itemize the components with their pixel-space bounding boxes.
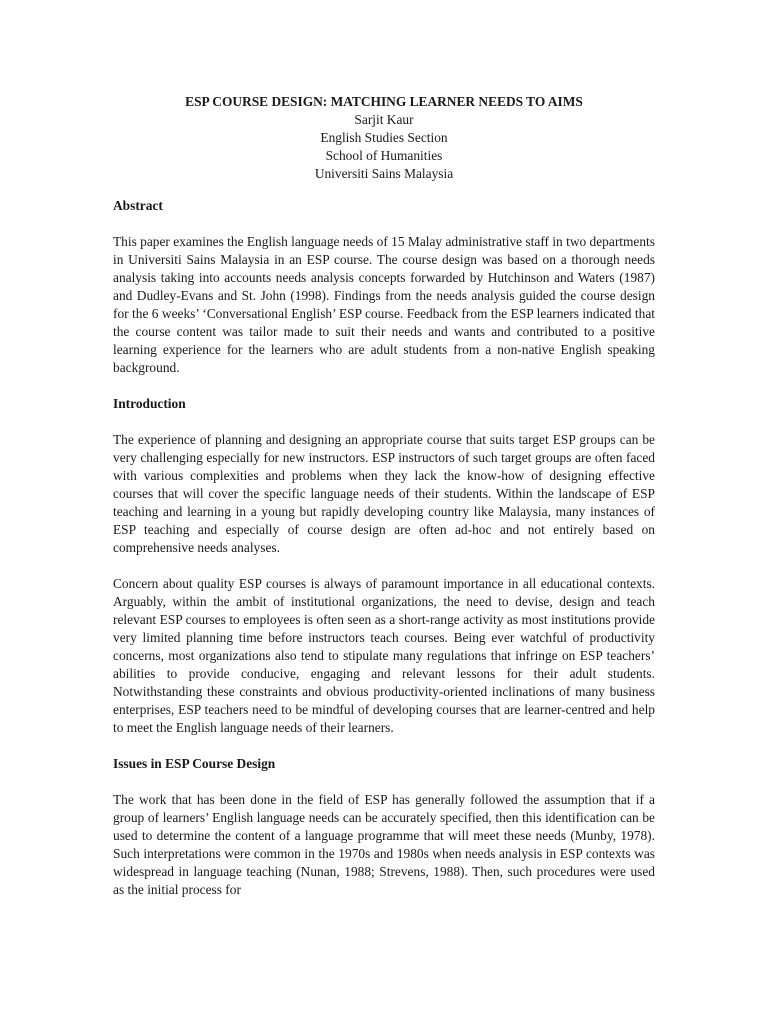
document-page — [113, 93, 655, 917]
issues-heading: Issues in ESP Course Design — [113, 756, 276, 771]
paper-header — [113, 93, 655, 183]
abstract-text: This paper examines the English language needs of 15 Malay administrative staff in two departments in Universiti Sains Malaysia in an ESP course. The course design was based on a thorough needs analysis taking into accounts needs analysis concepts forwarded by Hutchinson and Waters (1987) and Dudley-Evans and St. John (1998). Findings from the needs analysis guided the course design for the 6 weeks’ ‘Conversational English’ ESP course. Feedback from the ESP learners indicated that the course content was tailor made to suit their needs and wants and contributed to a positive learning experience for the learners who are adult students from a non-native English speaking background. — [113, 234, 655, 375]
author-school: School of Humanities — [325, 148, 443, 163]
author-department: English Studies Section — [320, 130, 448, 145]
abstract-heading: Abstract — [113, 198, 163, 213]
issues-paragraph: The work that has been done in the field of ESP has generally followed the assumption that if a group of learners’ English language needs can be accurately specified, then this identification can be used to determine the content of a language programme that will meet these needs (Munby, 1978). Such interpretations were common in the 1970s and 1980s when needs analysis in ESP contexts was widespread in language teaching (Nunan, 1988; Strevens, 1988). Then, such procedures were used as the initial process for — [113, 792, 655, 897]
introduction-heading: Introduction — [113, 396, 186, 411]
author-name: Sarjit Kaur — [354, 112, 414, 127]
paper-title: ESP COURSE DESIGN: MATCHING LEARNER NEEDS TO AIMS — [185, 94, 583, 109]
introduction-paragraph: The experience of planning and designing an appropriate course that suits target ESP groups can be very challenging especially for new instructors. ESP instructors of such target groups are often faced with various complexities and problems when they lack the know-how of designing effective courses that will cover the specific language needs of their students. Within the landscape of ESP teaching and learning in a young but rapidly developing country like Malaysia, many instances of ESP teaching and especially of course design are often ad-hoc and not entirely based on comprehensive needs analyses. — [113, 432, 655, 555]
author-university: Universiti Sains Malaysia — [314, 166, 454, 181]
introduction-paragraph: Concern about quality ESP courses is always of paramount importance in all educational contexts. Arguably, within the ambit of institutional organizations, the need to devise, design and teach relevant ESP courses to employees is often seen as a short-range activity as most institutions provide very limited planning time before instructors teach courses. Being ever watchful of productivity concerns, most organizations also tend to stipulate many regulations that infringe on ESP teachers’ abilities to provide conducive, engaging and relevant lessons for their adult students. Notwithstanding these constraints and obvious productivity-oriented inclinations of many business enterprises, ESP teachers need to be mindful of developing courses that are learner-centred and help to meet the English language needs of their learners. — [113, 576, 655, 735]
